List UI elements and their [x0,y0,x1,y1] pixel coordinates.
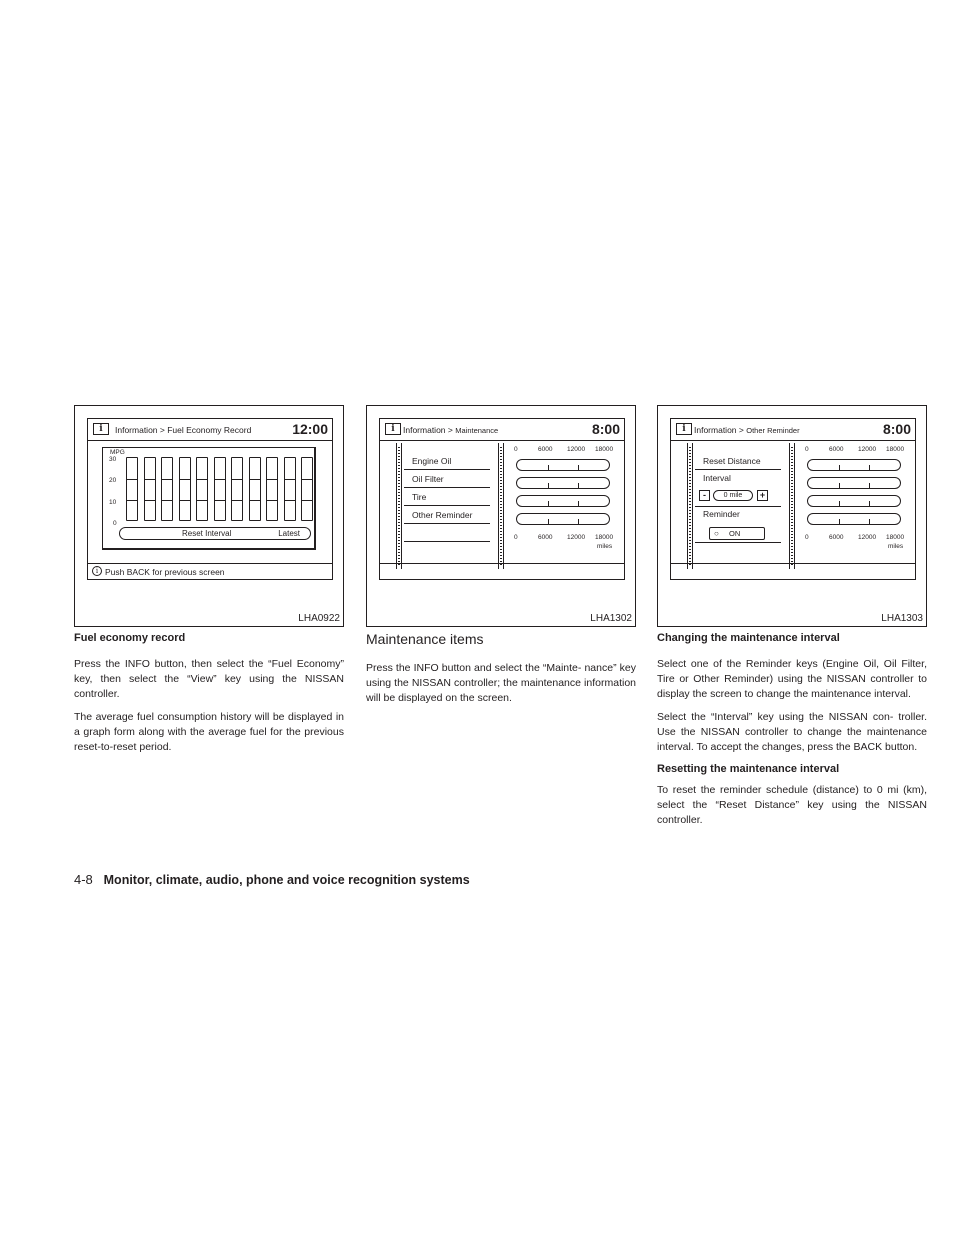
mpg-bar-column [266,457,278,521]
engine-oil-gauge [516,459,610,471]
tire-gauge [516,495,610,507]
scale-12000-bottom: 12000 [567,534,586,541]
paragraph: Press the INFO button, then select the “Fuel Economy” key, then select the “View” key using the NISSAN controller. [74,658,344,700]
breadcrumb [694,425,800,435]
other-reminder-screen [670,418,916,580]
unit-miles: miles [888,543,904,550]
paragraph: Press the INFO button and select the “Mainte- nance” key using the NISSAN controller; the maintenance information will be displayed on the screen. [366,662,636,704]
mpg-bar-column [196,457,208,521]
menu-item-oil-filter[interactable]: Oil Filter [404,471,490,488]
breadcrumb-main: Information > [403,425,453,435]
clock: 8:00 [882,421,911,437]
figure-maintenance [366,405,636,627]
other-reminder-gauge [516,513,610,525]
ytick-30: 30 [109,456,117,463]
heading-changing-interval: Changing the maintenance interval [657,632,840,644]
breadcrumb [403,425,498,435]
right-scroll-rail[interactable] [498,443,504,569]
column-maintenance-items [366,631,636,714]
maintenance-screen [379,418,625,580]
clock: 8:00 [591,421,620,437]
push-back-text: Push BACK for previous screen [105,567,225,577]
scale-18000-top: 18000 [595,446,614,453]
mpg-bar-column [249,457,261,521]
reminder-label: Reminder [703,509,740,519]
reset-distance-item[interactable]: Reset Distance [695,453,781,470]
right-scroll-rail[interactable] [789,443,795,569]
screen-footer [88,563,332,579]
figure-fuel-economy [74,405,344,627]
screen-footer [380,563,624,579]
maintenance-menu [388,443,498,569]
info-icon: i [385,423,401,435]
gauge-4 [807,513,901,525]
breadcrumb-sub: Maintenance [455,426,499,435]
info-circle-icon: i [92,566,102,576]
info-icon: i [93,423,109,435]
page-number: 4-8 [74,872,93,887]
mpg-bar-column [179,457,191,521]
interval-minus-button[interactable]: - [699,490,710,501]
clock: 12:00 [292,421,328,437]
scale-0-top: 0 [805,446,809,453]
column-maintenance-interval [657,632,927,836]
fuel-economy-screen [87,418,333,580]
paragraph: To reset the reminder schedule (distance) to 0 mi (km), select the “Reset Distance” key using the NISSAN controller. [657,784,927,826]
mpg-bar-column [161,457,173,521]
interval-item[interactable] [695,471,781,507]
reminder-toggle[interactable] [709,527,765,540]
heading-maintenance-items: Maintenance items [366,631,484,647]
gauge-2 [807,477,901,489]
reminder-item[interactable] [695,507,781,543]
interval-value: 0 mile [713,490,753,501]
menu-item-tire[interactable]: Tire [404,489,490,506]
mpg-bar-column [301,457,313,521]
mpg-bar-column [231,457,243,521]
mpg-graph [102,447,316,550]
radio-icon: ○ [714,529,719,538]
breadcrumb-main: Information > [694,425,744,435]
reminder-value: ON [729,529,741,538]
reset-interval-bar[interactable] [119,527,311,540]
heading-fuel-economy-record: Fuel economy record [74,632,186,644]
menu-item-other-reminder[interactable]: Other Reminder [404,507,490,524]
paragraph: The average fuel consumption history will be displayed in a graph form along with the average fuel for the previous reset-to-reset period. [74,711,344,753]
screen-header [380,419,624,441]
breadcrumb-sub: Other Reminder [746,426,800,435]
scale-0-bottom: 0 [514,534,518,541]
ytick-0: 0 [113,520,117,527]
scale-6000-top: 6000 [829,446,844,453]
page-footer [74,872,470,887]
scale-0-bottom: 0 [805,534,809,541]
scale-12000-top: 12000 [567,446,586,453]
interval-plus-button[interactable]: + [757,490,768,501]
oil-filter-gauge [516,477,610,489]
scale-6000-top: 6000 [538,446,553,453]
figure-code: LHA1302 [590,613,632,624]
latest-label: Latest [278,529,300,538]
reset-interval-label: Reset Interval [182,529,232,538]
scale-12000-bottom: 12000 [858,534,877,541]
scale-12000-top: 12000 [858,446,877,453]
paragraph: Select one of the Reminder keys (Engine Oil, Oil Filter, Tire or Other Reminder) using the NISSAN controller to display the screen to change the maintenance interval. [657,658,927,700]
mpg-bar-column [144,457,156,521]
figure-code: LHA1303 [881,613,923,624]
scale-6000-bottom: 6000 [829,534,844,541]
scale-18000-bottom: 18000 [886,534,905,541]
menu-item-engine-oil[interactable]: Engine Oil [404,453,490,470]
column-fuel-economy [74,632,344,763]
mpg-bar-column [284,457,296,521]
screen-header [671,419,915,441]
heading-resetting-interval: Resetting the maintenance interval [657,763,840,775]
chapter-title: Monitor, climate, audio, phone and voice recognition systems [103,873,470,887]
gauge-1 [807,459,901,471]
left-scroll-rail[interactable] [396,443,402,569]
paragraph: Select the “Interval” key using the NISSAN con- troller. Use the NISSAN controller to change the maintenance interval. To accept the changes, press the BACK button. [657,711,927,753]
scale-6000-bottom: 6000 [538,534,553,541]
ytick-20: 20 [109,477,117,484]
mpg-bar-column [126,457,138,521]
mpg-bar-column [214,457,226,521]
scale-18000-bottom: 18000 [595,534,614,541]
breadcrumb: Information > Fuel Economy Record [115,425,252,435]
interval-label: Interval [703,473,731,483]
mpg-label: MPG [110,449,125,456]
screen-footer [671,563,915,579]
ytick-10: 10 [109,499,117,506]
figure-code: LHA0922 [298,613,340,624]
left-scroll-rail[interactable] [687,443,693,569]
unit-miles: miles [597,543,613,550]
menu-item-empty [404,525,490,542]
scale-0-top: 0 [514,446,518,453]
screen-header [88,419,332,441]
info-icon: i [676,423,692,435]
scale-18000-top: 18000 [886,446,905,453]
figure-other-reminder [657,405,927,627]
other-reminder-menu [679,443,789,569]
gauge-3 [807,495,901,507]
